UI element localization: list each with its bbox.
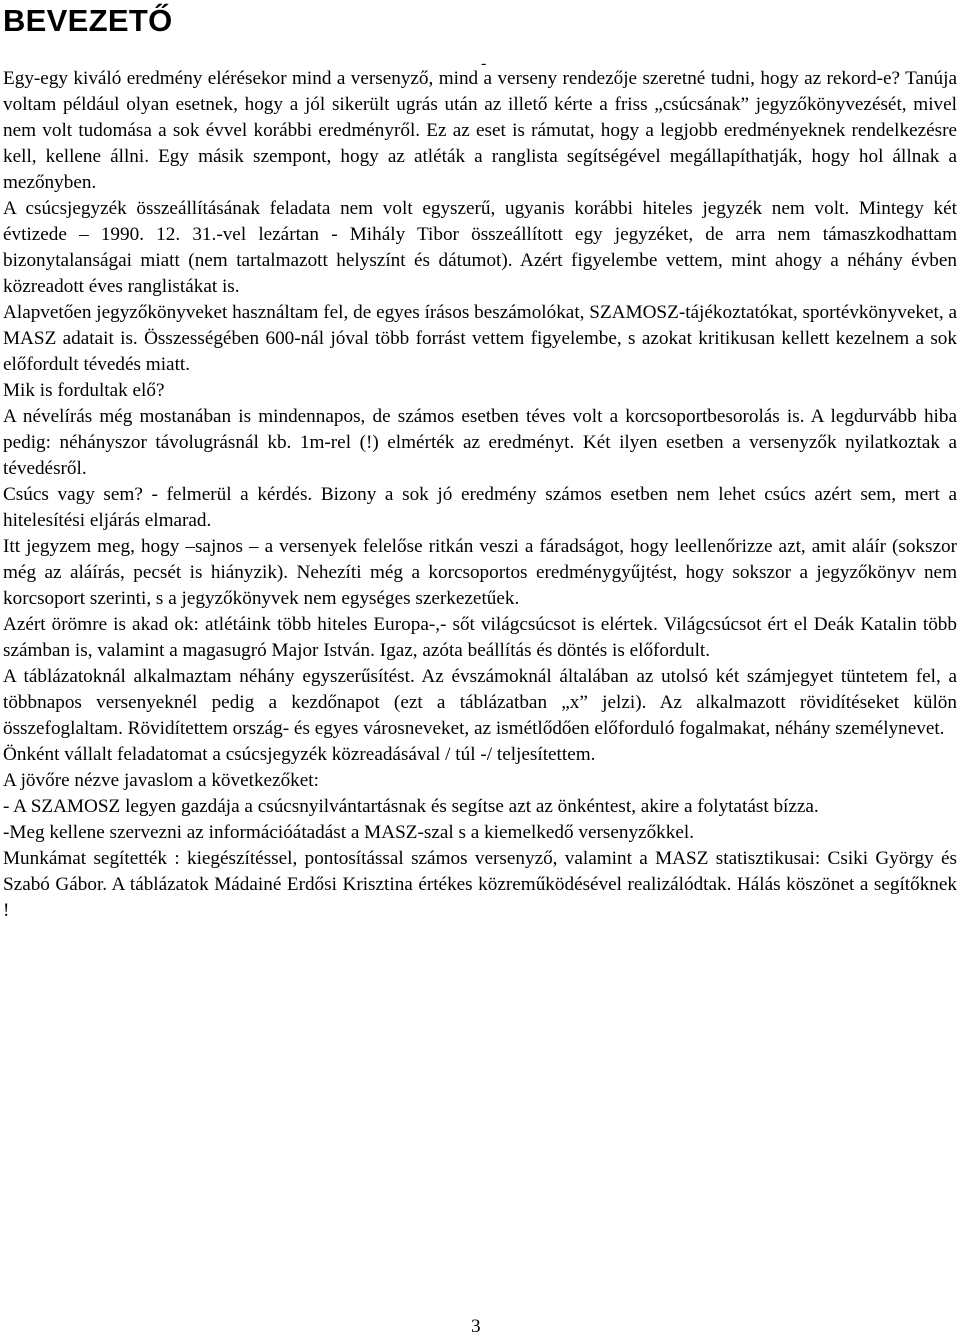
paragraph-proposals-heading: A jövőre nézve javaslom a következőket: <box>3 770 319 791</box>
paragraph-compilation: A csúcsjegyzék összeállításának feladata nem volt egyszerű, ugyanis korábbi hiteles jegyzék nem volt. Mintegy két évtizede – 1990. 12. 31.-vel lezártan - Mihály Tibor összeállított egy jegyzéket, de arra nem támaszkodhattam bizonytalanságai miatt (nem tartalmazott helyszínt és dátumot). Azért figyelembe vettem, mint ahogy a néhány évben közreadott éves ranglistákat is. <box>3 198 957 297</box>
paragraph-acknowledgements: Munkámat segítették : kiegészítéssel, pontosítással számos versenyző, valamint a MASZ statisztikusai: Csiki György és Szabó Gábor. A táblázatok Mádainé Erdősi Krisztina értékes közreműködésével realizálódtak. Hálás köszönet a segítőknek ! <box>3 848 957 921</box>
paragraph-record-question: Csúcs vagy sem? - felmerül a kérdés. Bizony a sok jó eredmény számos esetben nem lehet csúcs azért sem, mert a hitelesítési eljárás elmarad. <box>3 484 957 531</box>
paragraph-intro: Egy-egy kiváló eredmény elérésekor mind a versenyző, mind a verseny rendezője szeretné tudni, hogy az rekord-e? Tanúja voltam például olyan esetnek, hogy a jól sikerült ugrás után az illető kérte a friss „csúcsának” jegyzőkönyvezését, mivel nem volt tudomása a sok évvel korábbi eredményről. Ez az eset is rámutat, hogy a legjobb eredményeknek rendelkezésre kell, kellene állni. Egy másik szempont, hogy az atléták a ranglista segítségével megállapíthatják, hogy hol állnak a mezőnyben. <box>3 68 957 193</box>
page-title: BEVEZETŐ <box>3 3 173 38</box>
paragraph-tables: A táblázatoknál alkalmaztam néhány egyszerűsítést. Az évszámoknál általában az utolsó két számjegyet tüntetem fel, a többnapos versenyeknél pedig a kezdőnapot (ezt a táblázatban „x” jelzi). Az alkalmazott rövidítéseket külön összefoglaltam. Rövidítettem ország- és egyes városneveket, az ismétlődően előforduló fogalmakat, néhány személynevet. <box>3 666 957 739</box>
paragraph-proposal-2: -Meg kellene szervezni az információátadást a MASZ-szal s a kiemelkedő versenyzőkkel. <box>3 822 695 843</box>
paragraph-sources: Alapvetően jegyzőkönyveket használtam fel, de egyes írásos beszámolókat, SZAMOSZ-tájékoztatókat, sportévkönyveket, a MASZ adatait is. Összességében 600-nál jóval több forrást vettem figyelembe, s azokat kritikusan kellett kezelnem a sok előfordult tévedés miatt. <box>3 302 957 375</box>
paragraph-question: Mik is fordultak elő? <box>3 380 165 401</box>
dash-mark: - <box>481 55 487 72</box>
body-text <box>3 66 957 924</box>
paragraph-errors: A névelírás még mostanában is mindennapos, de számos esetben téves volt a korcsoportbesorolás is. A legdurvább hiba pedig: néhányszor távolugrásnál kb. 1m-rel (!) elmérték az eredményt. Két ilyen esetben a versenyzők nyilatkoztak a tévedésről. <box>3 406 957 479</box>
page-number: 3 <box>471 1316 481 1337</box>
paragraph-officials: Itt jegyzem meg, hogy –sajnos – a versenyek felelőse ritkán veszi a fáradságot, hogy leellenőrizze azt, amit aláír (sokszor még az aláírás, pecsét is hiányzik). Nehezíti még a korcsoportos eredménygyűjtést, hogy sokszor a jegyzőkönyv nem korcsoport szerinti, s a jegyzőkönyvek nem egységes szerkezetűek. <box>3 536 957 609</box>
paragraph-proposal-1: - A SZAMOSZ legyen gazdája a csúcsnyilvántartásnak és segítse azt az önkéntest, akire a folytatást bízza. <box>3 796 819 817</box>
paragraph-world-records: Azért örömre is akad ok: atlétáink több hiteles Europa-,- sőt világcsúcsot is elértek. Világcsúcsot ért el Deák Katalin több számban is, valamint a magasugró Major István. Igaz, azóta beállítás és döntés is előfordult. <box>3 614 957 661</box>
paragraph-completed: Önként vállalt feladatomat a csúcsjegyzék közreadásával / túl -/ teljesítettem. <box>3 744 596 765</box>
